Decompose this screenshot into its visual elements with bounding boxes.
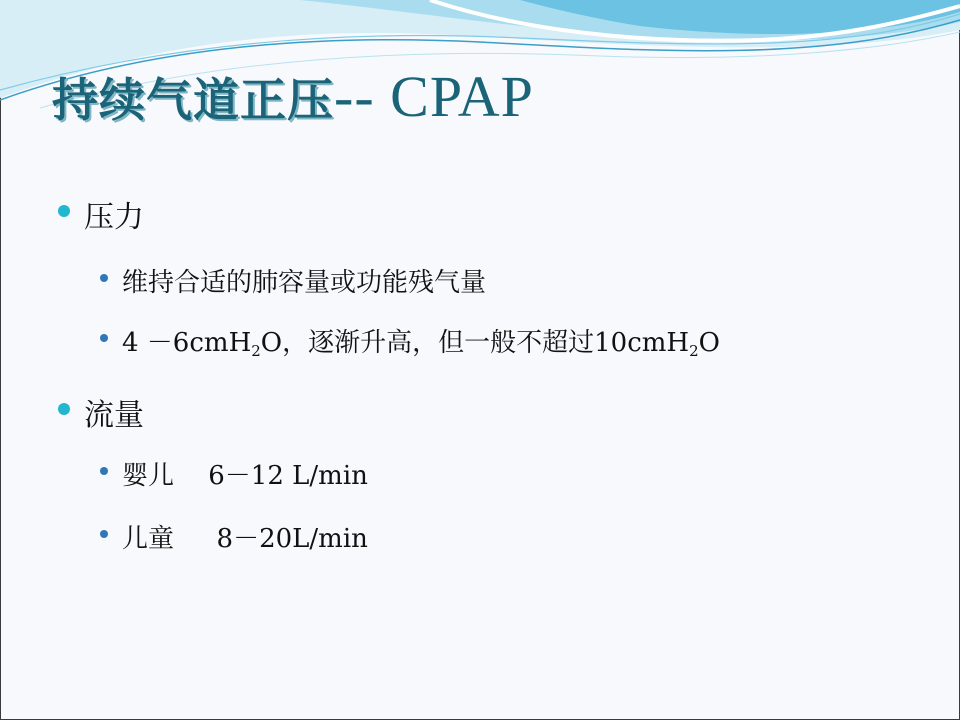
list-item-text: 儿童 8－20L/min — [122, 524, 368, 554]
title-english: -- CPAP — [334, 64, 534, 129]
title-chinese: 持续气道正压 — [52, 73, 334, 127]
section-flow — [58, 390, 144, 434]
section-heading: 流量 — [84, 398, 144, 433]
bullet-dot-icon — [100, 334, 108, 342]
section-heading: 压力 — [84, 200, 144, 235]
bullet-dot-icon — [58, 403, 70, 415]
bullet-dot-icon — [58, 205, 70, 217]
list-item — [100, 455, 368, 492]
list-item — [100, 322, 720, 359]
list-item — [100, 518, 368, 555]
list-item-text: 婴儿 6－12 L/min — [122, 461, 368, 491]
bullet-dot-icon — [100, 274, 108, 282]
bullet-dot-icon — [100, 530, 108, 538]
list-item — [100, 262, 486, 299]
list-item-text: 4 －6cmH$_2$O，逐渐升高，但一般不超过10cmH$_2$O — [122, 328, 720, 360]
bullet-dot-icon — [100, 467, 108, 475]
section-pressure — [58, 192, 144, 236]
list-item-text: 维持合适的肺容量或功能残气量 — [122, 268, 487, 298]
